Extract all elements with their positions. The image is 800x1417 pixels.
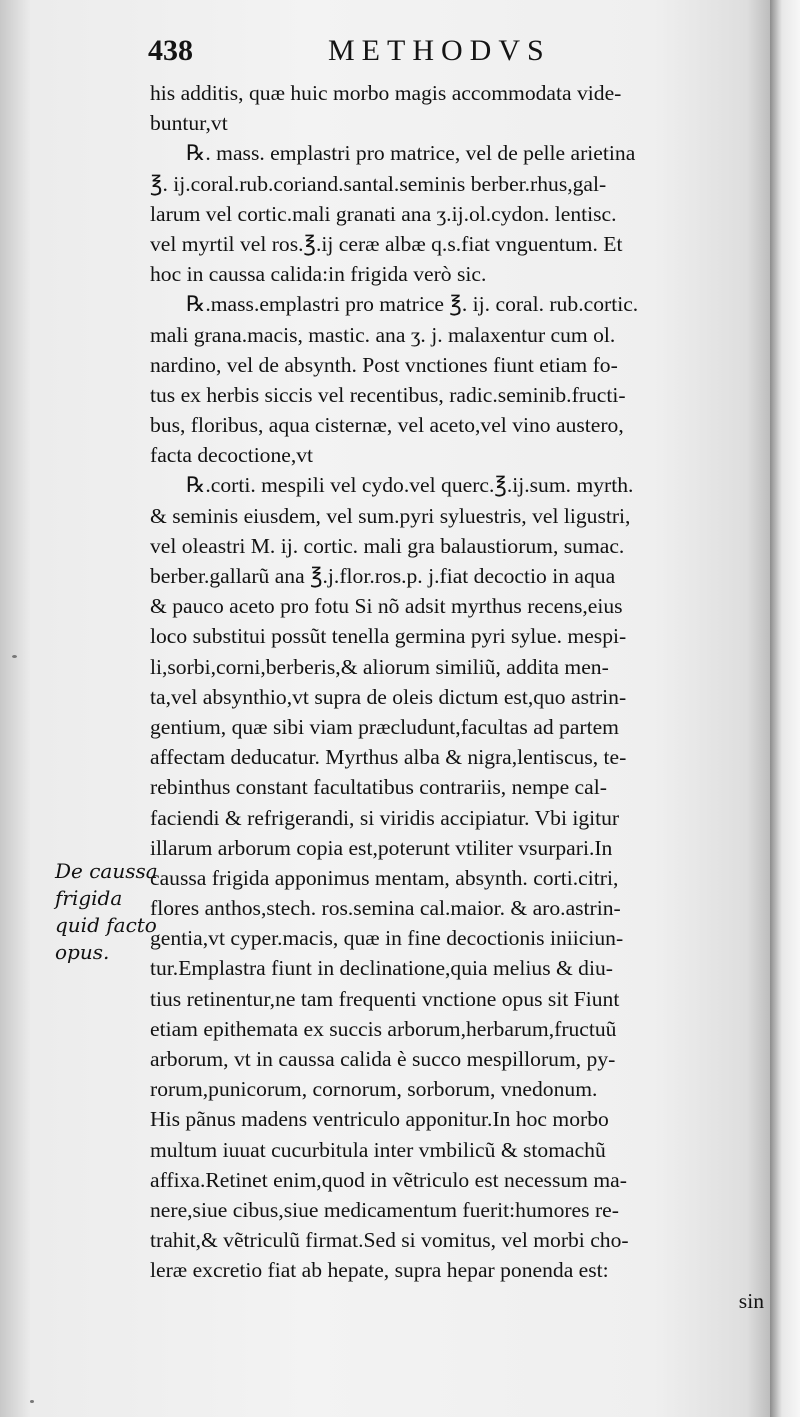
text-line: vel myrtil vel ros.℥.ij ceræ albæ q.s.fiat vnguentum. Et <box>150 231 623 256</box>
text-line: flores anthos,stech. ros.semina cal.maior. & aro.astrin- <box>150 896 621 921</box>
text-line: ℥. ij.coral.rub.coriand.santal.seminis berber.rhus,gal- <box>150 171 607 196</box>
text-line: ta,vel absynthio,vt supra de oleis dictum est,quo astrin- <box>150 684 627 709</box>
text-line: rorum,punicorum, cornorum, sorborum, vnedonum. <box>150 1077 598 1102</box>
text-line: trahit,& vẽtriculũ firmat.Sed si vomitus, vel morbi cho- <box>150 1228 629 1253</box>
catchword: sin <box>738 1288 764 1313</box>
marginal-note-line: quid facto <box>55 913 157 937</box>
text-line: li,sorbi,corni,berberis,& aliorum similiũ, addita men- <box>150 654 609 679</box>
text-line: gentia,vt cyper.macis, quæ in fine decoctionis iniiciun- <box>150 926 624 951</box>
text-line: berber.gallarũ ana ℥.j.flor.ros.p. j.fiat decoctio in aqua <box>150 564 616 588</box>
text-line: mali grana.macis, mastic. ana ʒ. j. malaxentur cum ol. <box>150 322 616 347</box>
text-line: rebinthus constant facultatibus contrariis, nempe cal- <box>150 775 607 800</box>
text-line: tus ex herbis siccis vel recentibus, radic.seminib.fructi- <box>150 382 626 407</box>
text-line: His pãnus madens ventriculo apponitur.In hoc morbo <box>150 1107 609 1132</box>
text-line: & pauco aceto pro fotu Si nõ adsit myrthus recens,eius <box>150 594 623 619</box>
page-number: 438 <box>148 34 193 67</box>
text-line: gentium, quæ sibi viam præcludunt,facultas ad partem <box>150 714 619 739</box>
text-line: illarum arborum copia est,poterunt vtiliter vsurpari.In <box>150 835 613 860</box>
text-line: tius retinentur,ne tam frequenti vnctione opus sit Fiunt <box>150 986 620 1011</box>
text-line: facta decoctione,vt <box>150 443 314 468</box>
ink-speck <box>12 655 17 658</box>
text-line: buntur,vt <box>150 111 228 136</box>
text-line: affectam deducatur. Myrthus alba & nigra,lentiscus, te- <box>150 745 627 770</box>
text-line: larum vel cortic.mali granati ana ʒ.ij.ol.cydon. lentisc. <box>150 201 617 226</box>
text-line: arborum, vt in caussa calida è succo mespillorum, py- <box>150 1047 616 1071</box>
text-line: multum iuuat cucurbitula inter vmbilicũ & stomachũ <box>150 1137 606 1162</box>
text-line: ℞.corti. mespili vel cydo.vel querc.℥.ij.sum. myrth. <box>186 473 634 498</box>
text-line: loco substitui possũt tenella germina pyri sylue. mespi- <box>150 624 627 649</box>
text-line: tur.Emplastra fiunt in declinatione,quia melius & diu- <box>150 956 613 981</box>
text-line: nere,siue cibus,siue medicamentum fuerit:humores re- <box>150 1197 619 1222</box>
running-head: METHODVS <box>328 34 551 67</box>
text-line: etiam epithemata ex succis arborum,herbarum,fructuũ <box>150 1016 617 1041</box>
text-line: ℞. mass. emplastri pro matrice, vel de pelle arietina <box>186 141 636 166</box>
text-line: vel oleastri M. ij. cortic. mali gra balaustiorum, sumac. <box>150 533 625 558</box>
marginal-note <box>55 858 158 966</box>
marginal-note-line: opus. <box>55 940 110 964</box>
text-line: ℞.mass.emplastri pro matrice ℥. ij. coral. rub.cortic. <box>186 292 639 317</box>
text-line: leræ excretio fiat ab hepate, supra hepar ponenda est: <box>150 1258 609 1283</box>
text-line: nardino, vel de absynth. Post vnctiones fiunt etiam fo- <box>150 352 618 377</box>
text-line: his additis, quæ huic morbo magis accommodata vide- <box>150 81 622 105</box>
text-line: & seminis eiusdem, vel sum.pyri syluestris, vel ligustri, <box>150 503 631 528</box>
text-line: faciendi & refrigerandi, si viridis accipiatur. Vbi igitur <box>150 805 620 830</box>
ink-speck <box>30 1400 34 1403</box>
marginal-note-line: De caussa <box>55 859 158 883</box>
body-text <box>150 78 766 1316</box>
page-header <box>148 34 758 74</box>
text-line: affixa.Retinet enim,quod in vẽtriculo est necessum ma- <box>150 1167 627 1192</box>
text-line: bus, floribus, aqua cisternæ, vel aceto,vel vino austero, <box>150 413 624 438</box>
marginal-note-line: frigida <box>55 886 123 910</box>
text-line: hoc in caussa calida:in frigida verò sic. <box>150 262 487 287</box>
text-line: caussa frigida apponimus mentam, absynth. corti.citri, <box>150 865 619 890</box>
